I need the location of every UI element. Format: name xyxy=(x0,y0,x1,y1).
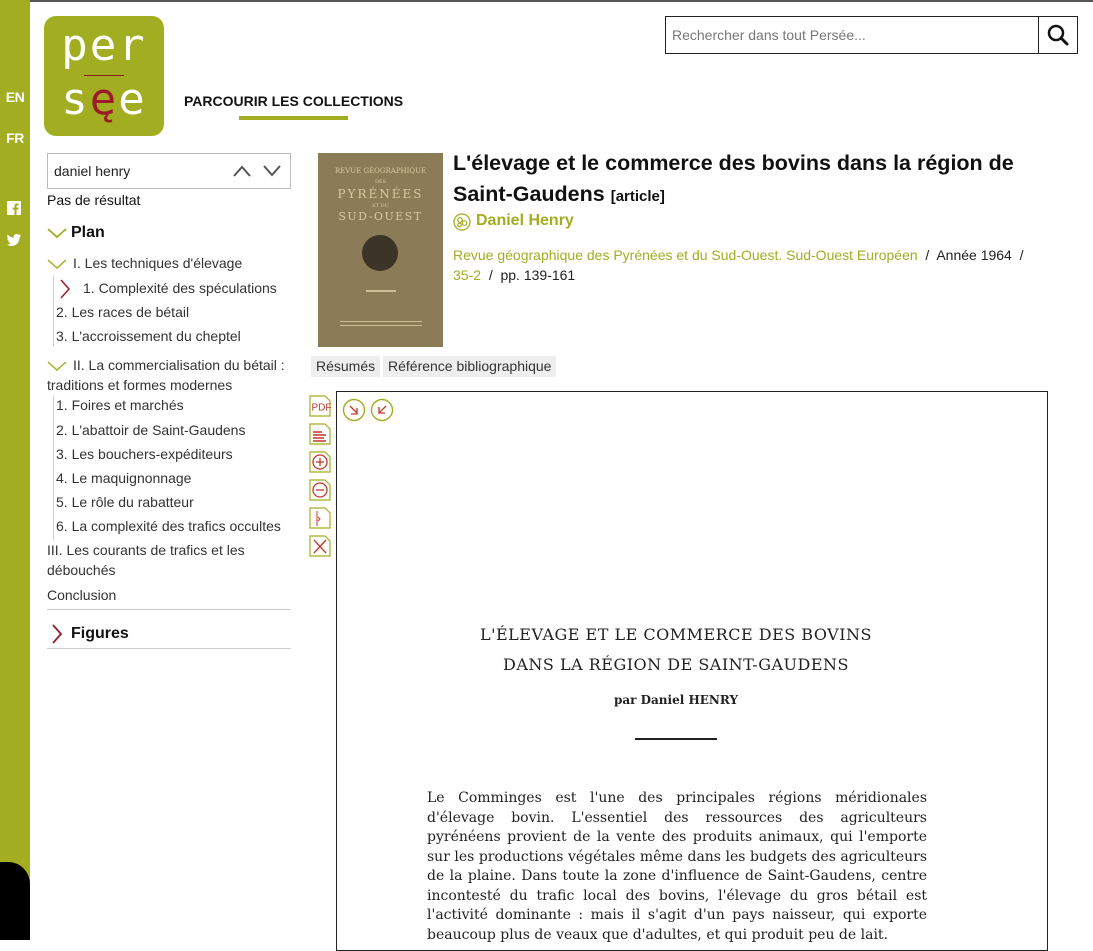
figures-toggle[interactable]: Figures xyxy=(47,624,129,644)
toc-filter-input[interactable] xyxy=(48,154,230,188)
doc-title-line2: DANS LA RÉGION DE SAINT-GAUDENS xyxy=(503,655,849,674)
article-title: L'élevage et le commerce des bovins dans la région de Saint-Gaudens [article] xyxy=(453,151,1014,206)
toc-item-rabatteur[interactable]: 5. Le rôle du rabatteur xyxy=(56,494,194,510)
separator: / xyxy=(488,267,493,283)
divider xyxy=(47,648,291,649)
search-input[interactable] xyxy=(666,17,1040,53)
search-button[interactable] xyxy=(1038,17,1077,53)
doc-byline: par Daniel HENRY xyxy=(613,693,739,707)
toc-section-1[interactable]: I. Les techniques d'élevage xyxy=(47,253,242,273)
twitter-icon[interactable] xyxy=(7,233,21,247)
facebook-icon[interactable] xyxy=(7,201,21,215)
chevron-down-icon xyxy=(47,227,67,239)
toc-conclusion[interactable]: Conclusion xyxy=(47,587,117,603)
toc-tree-line xyxy=(53,276,54,346)
year-text: Année 1964 xyxy=(936,247,1012,263)
top-border xyxy=(0,0,1093,2)
lang-en-link[interactable]: EN xyxy=(5,89,25,105)
cover-emblem xyxy=(362,235,398,271)
toc-item-abattoir[interactable]: 2. L'abattoir de Saint-Gaudens xyxy=(56,422,246,438)
lang-fr-link[interactable]: FR xyxy=(6,130,24,146)
pages-text: pp. 139-161 xyxy=(500,267,576,283)
toc-item-maquignonnage[interactable]: 4. Le maquignonnage xyxy=(56,470,192,486)
persee-logo[interactable] xyxy=(44,16,164,136)
doc-rule xyxy=(635,738,717,740)
chevron-up-icon[interactable] xyxy=(232,162,252,180)
chevron-down-icon xyxy=(47,360,67,372)
text-icon[interactable] xyxy=(309,423,331,445)
cover-text: ET DU xyxy=(372,203,389,209)
divider xyxy=(47,609,291,610)
toc-item-bouchers[interactable]: 3. Les bouchers-expéditeurs xyxy=(56,446,233,462)
journal-link[interactable]: Revue géographique des Pyrénées et du Sud-Ouest. Sud-Ouest Européen xyxy=(453,247,918,263)
chevron-right-icon xyxy=(51,624,63,644)
cover-rule xyxy=(340,321,422,322)
cover-text: SUD-OUEST xyxy=(338,210,423,223)
close-icon[interactable] xyxy=(309,535,331,557)
no-result-text: Pas de résultat xyxy=(47,192,141,208)
document-page xyxy=(336,391,1048,951)
nav-underline xyxy=(239,116,348,120)
scroll-widget xyxy=(0,862,30,940)
article-meta xyxy=(453,245,1053,285)
search-icon xyxy=(1039,17,1077,53)
cover-rule xyxy=(340,325,422,326)
toc-item-races[interactable]: 2. Les races de bétail xyxy=(56,304,190,320)
chevron-right-icon xyxy=(59,279,71,299)
toc-item-foires[interactable]: 1. Foires et marchés xyxy=(56,397,184,413)
cover-text: DES xyxy=(374,179,387,185)
tab-resumes[interactable]: Résumés xyxy=(311,356,380,377)
browse-collections-link[interactable]: PARCOURIR LES COLLECTIONS xyxy=(184,93,404,109)
svg-text:PDF: PDF xyxy=(311,402,331,414)
cover-text: PYRÉNÉES xyxy=(337,187,424,201)
zoom-out-icon[interactable] xyxy=(309,479,331,501)
page-icon[interactable] xyxy=(309,507,331,529)
zoom-in-icon[interactable] xyxy=(309,451,331,473)
separator: / xyxy=(925,247,930,263)
toc-item-cheptel[interactable]: 3. L'accroissement du cheptel xyxy=(56,328,241,344)
toc-filter xyxy=(47,153,291,189)
doc-paragraph: Le Comminges est l'une des principales régions méridionales d'élevage bovin. L'essentiel des ressources des agriculteurs pyrénéens provient de la vente des produits animaux, qui l'emporte sur les productions végétales même dans les budgets des agriculteurs de la plaine. Dans toute la zone d'influence de Saint-Gaudens, centre incontesté du trafic local des bovins, l'élevage du gros bétail est l'activité dominante : mais il s'agit d'un pays naisseur, qui exporte beaucoup plus de veaux que d'adultes, et qui produit peu de lait. xyxy=(427,790,927,943)
toc-section-3[interactable]: III. Les courants de trafics et les débouchés xyxy=(47,542,245,578)
chevron-down-icon[interactable] xyxy=(262,162,282,180)
toc-tree-line xyxy=(53,396,54,540)
toc-item-complexite[interactable]: 1. Complexité des spéculations xyxy=(59,278,277,299)
doc-title-line1: L'ÉLEVAGE ET LE COMMERCE DES BOVINS xyxy=(479,625,873,644)
toc-section-2[interactable]: II. La commercialisation du bétail : traditions et formes modernes xyxy=(47,357,285,393)
tab-reference[interactable]: Référence bibliographique xyxy=(383,356,556,377)
plan-toggle[interactable]: Plan xyxy=(47,224,105,242)
separator: / xyxy=(1019,247,1024,263)
pdf-icon[interactable] xyxy=(309,395,331,417)
logo-text-top: per xyxy=(61,20,147,71)
issue-link[interactable]: 35-2 xyxy=(453,267,482,283)
journal-cover xyxy=(318,153,443,347)
toc-item-trafics[interactable]: 6. La complexité des trafics occultes xyxy=(56,518,281,534)
cover-rule xyxy=(366,290,396,292)
logo-text-bottom: sęe xyxy=(61,74,147,125)
cover-text: REVUE GÉOGRAPHIQUE xyxy=(334,167,427,175)
author-link[interactable]: Daniel Henry xyxy=(476,212,574,229)
chevron-down-icon xyxy=(47,258,67,270)
author-icon xyxy=(453,213,471,231)
search-box xyxy=(665,16,1078,54)
